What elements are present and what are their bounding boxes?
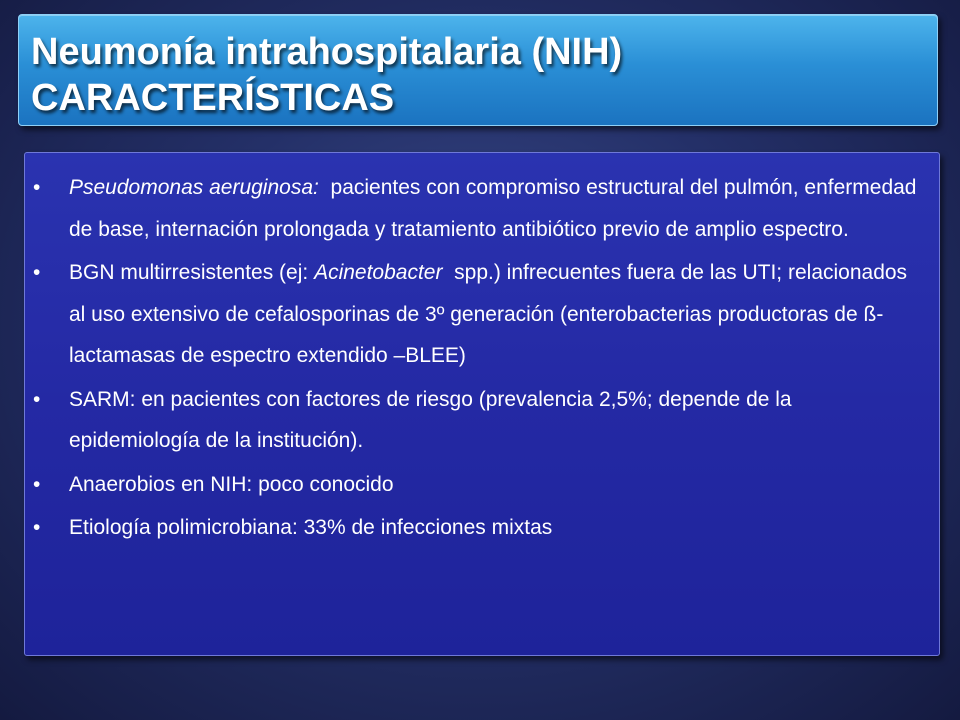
bullet-dot: • xyxy=(33,261,41,284)
bullet-text: BGN multirresistentes (ej: xyxy=(69,261,315,284)
content-box xyxy=(24,152,940,656)
title-box xyxy=(18,14,938,126)
bullet-dot: • xyxy=(33,176,41,199)
bullet-text: spp.) infrecuentes fuera de las UTI; relacionados al uso extensivo de cefalosporinas de 3º generación (enterobacterias productoras de ß-lactamasas de espectro extendido –BLEE) xyxy=(69,261,913,367)
bullet-item-pseudomonas xyxy=(33,167,923,250)
bullet-italic-term: Acinetobacter xyxy=(314,261,443,284)
bullet-dot: • xyxy=(33,387,41,411)
bullet-item-polimicrobiana xyxy=(33,507,919,549)
slide-title-line-1: Neumonía intrahospitalaria (NIH) xyxy=(31,31,623,73)
bullet-dot: • xyxy=(33,472,41,496)
bullet-list xyxy=(33,167,923,549)
bullet-dot: • xyxy=(33,516,41,539)
bullet-text: Anaerobios en NIH: poco conocido xyxy=(69,472,394,496)
bullet-item-bgn xyxy=(33,252,919,377)
slide-title-line-2: CARACTERÍSTICAS xyxy=(31,77,395,119)
bullet-italic-term: Pseudomonas aeruginosa: xyxy=(69,176,319,199)
bullet-item-anaerobios xyxy=(33,464,919,506)
bullet-text: pacientes con compromiso estructural del pulmón, enfermedad de base, internación prolongada y tratamiento antibiótico previo de amplio espectro. xyxy=(69,176,923,241)
bullet-item-sarm xyxy=(33,379,919,462)
bullet-text: SARM: en pacientes con factores de riesgo (prevalencia 2,5%; depende de la epidemiología de la institución). xyxy=(69,387,792,452)
bullet-text: Etiología polimicrobiana: 33% de infecciones mixtas xyxy=(69,516,553,539)
